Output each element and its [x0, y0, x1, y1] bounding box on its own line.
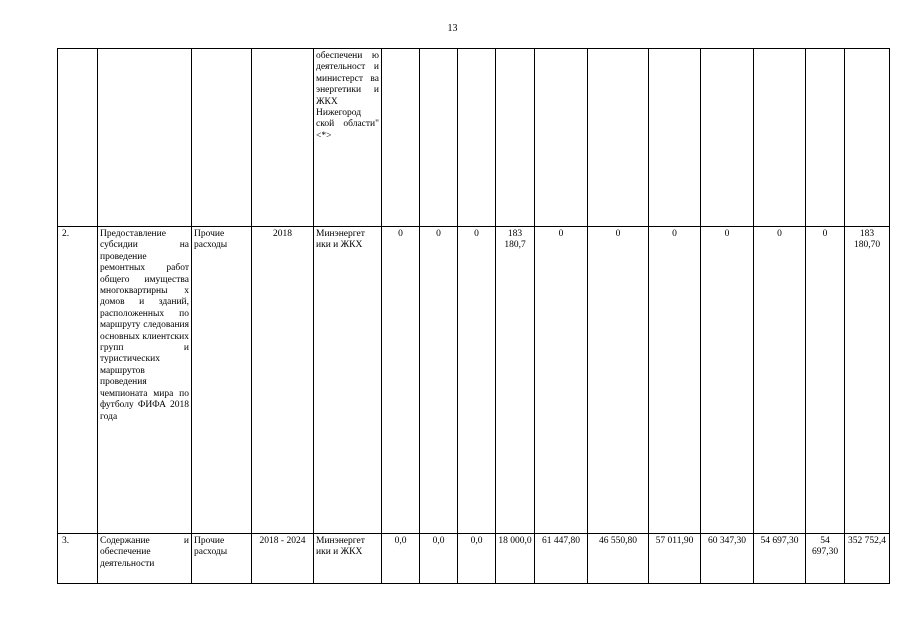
cell-source: Прочие расходы: [192, 227, 252, 534]
cell-value: 0: [649, 227, 701, 534]
cell-value: 352 752,4: [845, 534, 890, 584]
cell-value: 0: [754, 227, 806, 534]
table-row: [58, 534, 890, 584]
cell-value: [649, 49, 701, 227]
cell-value: [806, 49, 845, 227]
cell-value: [701, 49, 754, 227]
cell-value: 0: [382, 227, 420, 534]
cell-value: 18 000,0: [496, 534, 535, 584]
table-row-continuation: [58, 49, 890, 227]
cell-executor: Минэнергет ики и ЖКХ: [314, 534, 382, 584]
cell-value: [420, 49, 458, 227]
cell-years: 2018 - 2024: [252, 534, 314, 584]
cell-value: 54 697,30: [754, 534, 806, 584]
cell-value: 0,0: [382, 534, 420, 584]
page-number: 13: [447, 23, 458, 34]
cell-executor: обеспечени ю деятельност и министерст ва энергетики и ЖКХ Нижегород ской области" <*>: [314, 49, 382, 227]
cell-years: [252, 49, 314, 227]
cell-num: 2.: [58, 227, 98, 534]
cell-value: 46 550,80: [588, 534, 649, 584]
cell-value: 0: [420, 227, 458, 534]
cell-value: [496, 49, 535, 227]
cell-value: [588, 49, 649, 227]
cell-name: Содержание и обеспечение деятельности: [98, 534, 192, 584]
cell-num: [58, 49, 98, 227]
cell-value: 0: [535, 227, 588, 534]
cell-name: [98, 49, 192, 227]
cell-name: Предоставление субсидии на проведение ремонтных работ общего имущества многоквартирны х домов и зданий, расположенных по маршруту следования основных клиентских групп и туристических маршрутов проведения чемпионата мира по футболу ФИФА 2018 года: [98, 227, 192, 534]
cell-executor: Минэнергет ики и ЖКХ: [314, 227, 382, 534]
cell-value: 183 180,7: [496, 227, 535, 534]
cell-value: 0: [458, 227, 496, 534]
cell-value: 183 180,70: [845, 227, 890, 534]
cell-value: [845, 49, 890, 227]
cell-source: Прочие расходы: [192, 534, 252, 584]
cell-num: 3.: [58, 534, 98, 584]
cell-value: [754, 49, 806, 227]
table-row: [58, 227, 890, 534]
cell-value: 0,0: [420, 534, 458, 584]
cell-value: [535, 49, 588, 227]
cell-value: 0: [701, 227, 754, 534]
cell-source: [192, 49, 252, 227]
budget-table: [57, 48, 890, 584]
cell-value: 61 447,80: [535, 534, 588, 584]
cell-value: 0: [806, 227, 845, 534]
cell-value: [382, 49, 420, 227]
cell-value: [458, 49, 496, 227]
cell-value: 54 697,30: [806, 534, 845, 584]
cell-value: 0,0: [458, 534, 496, 584]
cell-value: 60 347,30: [701, 534, 754, 584]
cell-value: 57 011,90: [649, 534, 701, 584]
cell-value: 0: [588, 227, 649, 534]
cell-years: 2018: [252, 227, 314, 534]
